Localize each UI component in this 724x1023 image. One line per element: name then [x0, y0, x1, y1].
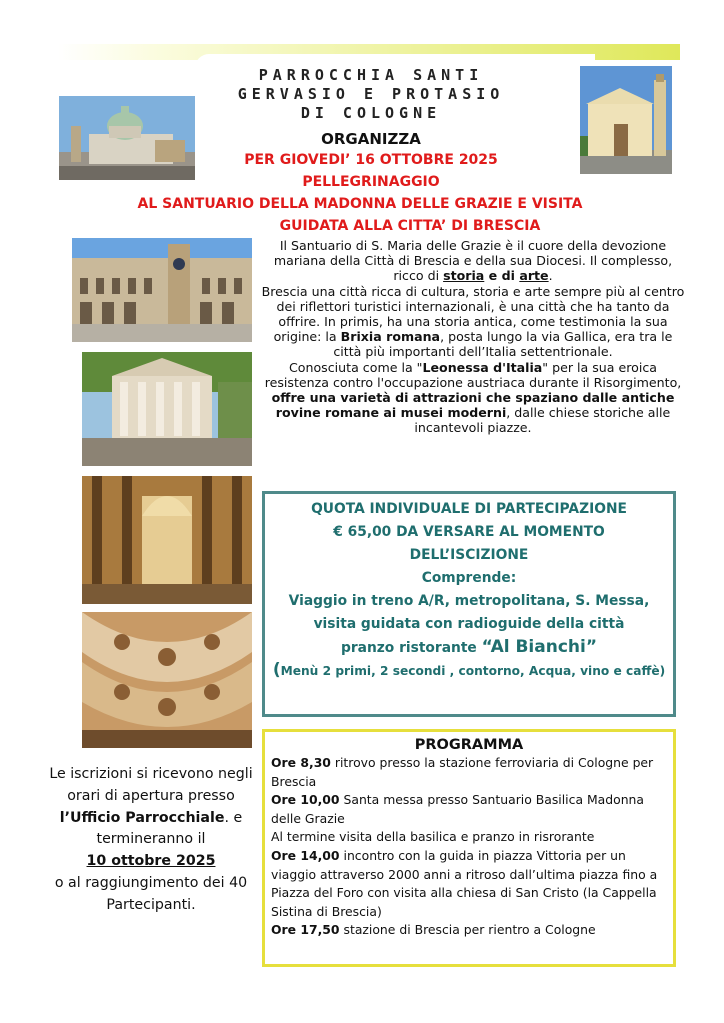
- programma-box: [262, 729, 676, 967]
- programma-time: Ore 17,50: [271, 922, 340, 938]
- intro-p3-end: , dalle chiese storiche alle incantevoli piazze.: [414, 405, 671, 436]
- programma-title: PROGRAMMA: [414, 737, 524, 753]
- photo-church-ceiling: [82, 612, 252, 748]
- intro-e-di: e di: [484, 268, 520, 284]
- quota-line-3: DELL’ISCIZIONE: [409, 547, 529, 563]
- programma-time: Ore 14,00: [271, 847, 340, 863]
- quota-line-6: [265, 636, 673, 660]
- parish-line-1: PARROCCHIA SANTI: [258, 66, 484, 84]
- iscrizioni-ufficio-line: [48, 808, 254, 852]
- programma-item: [271, 847, 667, 921]
- photo-cologne-church: [580, 66, 672, 174]
- photo-capitolium: [82, 352, 252, 466]
- guidata-heading: GUIDATA ALLA CITTA’ DI BRESCIA: [279, 218, 541, 234]
- programma-item: [271, 791, 667, 828]
- intro-p2: Brescia una città ricca di cultura, storia e arte sempre più al centro dei riflettori turistici internazionali, è una città che ha tanto da offrire. In primis, ha una storia antica, come testimonia la sua origine: la: [261, 283, 685, 345]
- quota-line-4: Viaggio in treno A/R, metropolitana, S. Messa,: [288, 593, 650, 609]
- quota-comprende: Comprende:: [421, 570, 517, 586]
- programma-item: [271, 828, 667, 847]
- quota-paren: (: [272, 660, 281, 680]
- santuario-heading: AL SANTUARIO DELLA MADONNA DELLE GRAZIE E VISITA: [137, 196, 583, 212]
- iscrizioni-line-3: o al raggiungimento dei 40 Partecipanti.: [54, 874, 248, 913]
- quota-line-1: QUOTA INDIVIDUALE DI PARTECIPAZIONE: [311, 501, 627, 517]
- programma-text: incontro con la guida in piazza Vittoria per un viaggio attraverso 2000 anni a ritroso dall’ultima piazza fino a Piazza del Foro con visita alla chiesa di San Cristo (la Cappella Sistina di Brescia): [271, 847, 658, 919]
- intro-arte: arte: [519, 268, 549, 284]
- quota-ristorante: “Al Bianchi”: [481, 637, 598, 657]
- event-date: PER GIOVEDI’ 16 OTTOBRE 2025: [244, 152, 498, 168]
- iscrizioni-deadline: 10 ottobre 2025: [86, 853, 216, 870]
- programma-time: Ore 8,30: [271, 755, 331, 770]
- programma-text: Santa messa presso Santuario Basilica Madonna delle Grazie: [271, 792, 644, 826]
- photo-piazza-loggia: [72, 238, 252, 342]
- intro-p1: Il Santuario di S. Maria delle Grazie è il cuore della devozione mariana della Città di Brescia e della sua Diocesi. Il complesso, ricco di: [273, 238, 673, 284]
- intro-p2-end: , posta lungo la via Gallica, era tra le città più importanti dell’Italia settentrionale.: [333, 329, 673, 360]
- iscrizioni-line-2: . e termineranno il: [96, 809, 243, 848]
- iscrizioni-note: [48, 764, 254, 917]
- parish-line-2: GERVASIO E PROTASIO: [237, 85, 505, 103]
- iscrizioni-ufficio: l’Ufficio Parrocchiale: [59, 809, 225, 826]
- quota-line-5: visita guidata con radioguide della città: [313, 616, 625, 632]
- quota-pranzo: pranzo ristorante: [340, 640, 482, 656]
- programma-time: Ore 10,00: [271, 792, 340, 808]
- intro-leonessa: Leonessa d'Italia: [422, 359, 543, 375]
- quota-menu: [265, 662, 673, 679]
- quota-box: [262, 491, 676, 717]
- pellegrinaggio-heading: PELLEGRINAGGIO: [302, 174, 440, 190]
- quota-menu-text: Menù 2 primi, 2 secondi , contorno, Acqua, vino e caffè): [280, 664, 666, 678]
- intro-storia: storia: [443, 268, 485, 284]
- intro-text: [258, 238, 688, 436]
- programma-text: ritrovo presso la stazione ferroviaria di Cologne per Brescia: [271, 755, 654, 789]
- programma-item: [271, 754, 667, 791]
- programma-item: [271, 921, 667, 940]
- intro-brixia: Brixia romana: [340, 329, 441, 345]
- quota-price: € 65,00 DA VERSARE AL MOMENTO: [333, 524, 605, 540]
- intro-p1-end: .: [548, 268, 553, 284]
- iscrizioni-line-1: Le iscrizioni si ricevono negli orari di apertura presso: [49, 766, 253, 804]
- intro-offre: offre una varietà di attrazioni che spaziano dalle antiche rovine romane ai musei moderni: [271, 390, 675, 421]
- programma-text: stazione di Brescia per rientro a Cologne: [339, 922, 596, 938]
- intro-p3-mid: " per la sua eroica resistenza contro l'occupazione austriaca durante il Risorgimento,: [264, 359, 682, 390]
- organizza-heading: ORGANIZZA: [321, 130, 421, 148]
- parish-line-3: DI COLOGNE: [300, 104, 442, 122]
- photo-brescia-duomo: [59, 96, 195, 180]
- intro-p3: Conosciuta come la ": [289, 359, 423, 375]
- photo-church-nave: [82, 476, 252, 604]
- parish-name: [200, 66, 542, 123]
- programma-text: Al termine visita della basilica e pranzo in risrorante: [271, 829, 595, 845]
